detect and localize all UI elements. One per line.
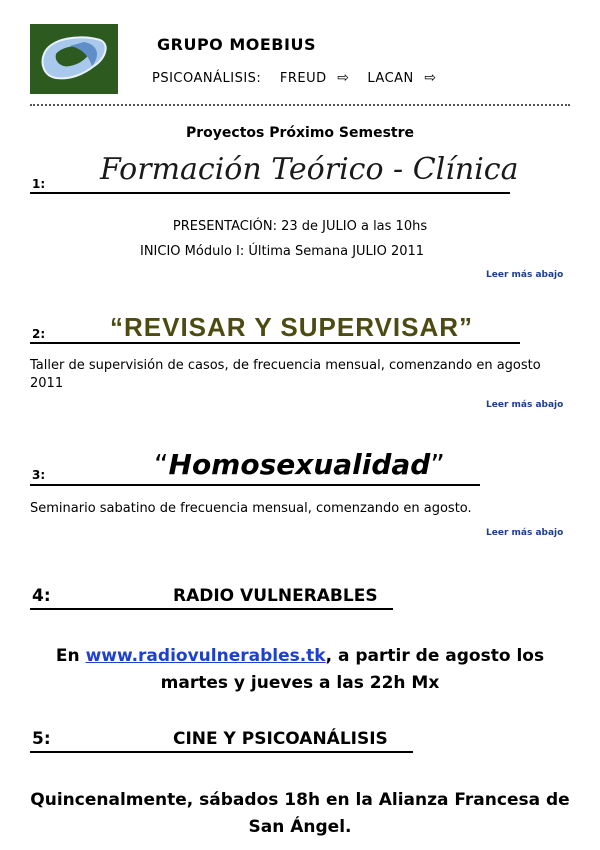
read-more-link[interactable]: Leer más abajo bbox=[486, 400, 564, 410]
section-2-header bbox=[30, 312, 520, 344]
read-more-link[interactable]: Leer más abajo bbox=[486, 528, 564, 538]
arrow-right-icon: ⇨ bbox=[424, 70, 437, 86]
section-1-number: 1: bbox=[32, 177, 46, 191]
section-2-text: Taller de supervisión de casos, de frecuencia mensual, comenzando en agosto 2011 bbox=[30, 358, 541, 391]
open-quote: “ bbox=[154, 448, 169, 481]
section-3-number: 3: bbox=[32, 468, 46, 482]
section-4-text bbox=[35, 643, 565, 697]
section-5-number: 5: bbox=[32, 729, 51, 749]
section-3-title-text: Homosexualidad bbox=[168, 448, 431, 481]
section-4-header bbox=[30, 586, 393, 610]
section-3-title bbox=[154, 448, 445, 481]
section-1-header bbox=[30, 150, 519, 194]
section-3-text: Seminario sabatino de frecuencia mensual, comenzando en agosto. bbox=[30, 501, 472, 516]
radio-vulnerables-link[interactable]: www.radiovulnerables.tk bbox=[85, 646, 326, 666]
header-subline bbox=[152, 70, 441, 86]
subline-freud: FREUD bbox=[279, 71, 327, 86]
section-4-text-pre: En bbox=[55, 646, 86, 666]
section-3-header bbox=[30, 450, 480, 486]
close-quote: ” bbox=[430, 448, 445, 481]
section-1-title: Formación Teórico - Clínica bbox=[100, 152, 519, 187]
section-2-number: 2: bbox=[32, 327, 46, 341]
section-1-line-2: INICIO Módulo I: Última Semana JULIO 2011 bbox=[140, 244, 425, 259]
moebius-band-icon bbox=[30, 24, 118, 94]
section-4-title: RADIO VULNERABLES bbox=[173, 586, 378, 606]
moebius-logo bbox=[30, 24, 118, 94]
section-4-text-post: , a partir de agosto los martes y jueves a las 22h Mx bbox=[160, 646, 545, 693]
section-5-text: Quincenalmente, sábados 18h en la Alianza Francesa de San Ángel. bbox=[30, 790, 570, 837]
section-4-number: 4: bbox=[32, 586, 51, 606]
arrow-right-icon: ⇨ bbox=[337, 70, 350, 86]
dotted-divider bbox=[30, 104, 570, 106]
page-heading: Proyectos Próximo Semestre bbox=[186, 125, 414, 141]
subline-lacan: LACAN bbox=[367, 71, 414, 86]
section-1-line-1: PRESENTACIÓN: 23 de JULIO a las 10hs bbox=[172, 219, 428, 234]
section-2-title: “REVISAR Y SUPERVISAR” bbox=[110, 312, 473, 342]
read-more-link[interactable]: Leer más abajo bbox=[486, 270, 564, 280]
section-5-header bbox=[30, 729, 413, 753]
subline-prefix: PSICOANÁLISIS: bbox=[152, 71, 262, 86]
brand-title: GRUPO MOEBIUS bbox=[157, 35, 316, 54]
section-5-title: CINE Y PSICOANÁLISIS bbox=[173, 729, 388, 749]
